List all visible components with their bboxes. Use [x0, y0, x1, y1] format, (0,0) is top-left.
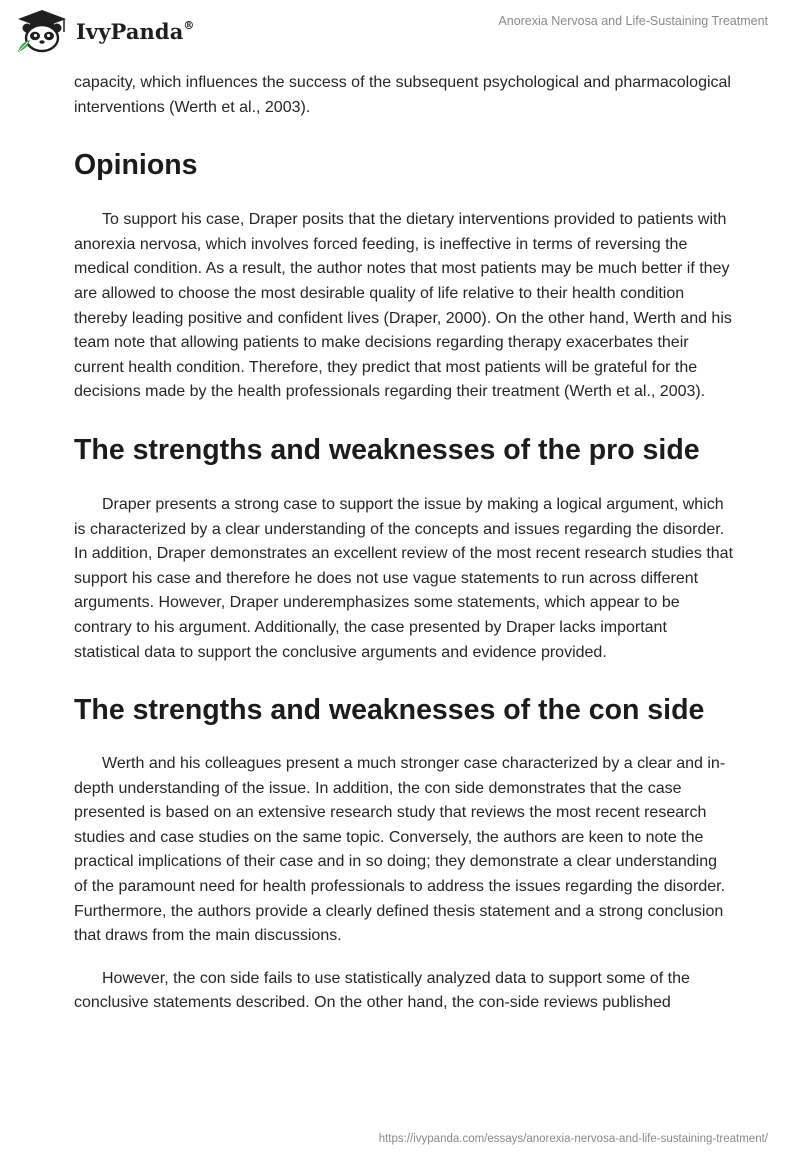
section-heading-pro-side: The strengths and weaknesses of the pro side — [74, 433, 700, 466]
document-title: Anorexia Nervosa and Life-Sustaining Treatment — [498, 14, 768, 28]
page-header — [0, 0, 800, 64]
ivypanda-logo[interactable] — [14, 8, 195, 54]
section-heading-con-side: The strengths and weaknesses of the con side — [74, 694, 705, 727]
brand-name: IvyPanda® — [76, 18, 195, 44]
con-side-paragraph-1: Werth and his colleagues present a much stronger case characterized by a clear and in-depth understanding of the issue. In addition, the con side demonstrates that the case presented is based on an extensive research study that reviews the most recent research studies and case studies on the same topic. Conversely, the authors are keen to note the practical implications of their case and in so doing; they demonstrate a clear understanding of the paramount need for health professionals to address the issues regarding the disorder. Furthermore, the authors provide a clearly defined thesis statement and a strong conclusion that draws from the main discussions. — [74, 755, 726, 945]
pro-side-paragraph: Draper presents a strong case to support the issue by making a logical argument, which is characterized by a clear understanding of the concepts and issues regarding the disorder. In addition, Draper demonstrates an excellent review of the most recent research studies that support his case and therefore he does not use vague statements to run across different arguments. However, Draper underemphasizes some statements, which appear to be contrary to his argument. Additionally, the case presented by Draper lacks important statistical data to support the conclusive arguments and evidence provided. — [74, 495, 734, 661]
opinions-paragraph: To support his case, Draper posits that the dietary interventions provided to patients with anorexia nervosa, which involves forced feeding, is ineffective in terms of reversing the medical condition. As a result, the author notes that most patients may be much better if they are allowed to choose the most desirable quality of life relative to their health condition thereby leading positive and confident lives (Draper, 2000). On the other hand, Werth and his team note that allowing patients to make decisions regarding therapy exacerbates their current health condition. Therefore, they predict that most patients will be grateful for the decisions made by the health professionals regarding their treatment (Werth et al., 2003). — [74, 211, 732, 401]
con-side-paragraph-2: However, the con side fails to use statistically analyzed data to support some of the conclusive statements described. On the other hand, the con-side reviews published — [74, 969, 690, 1012]
article-body — [74, 71, 734, 1016]
source-url[interactable]: https://ivypanda.com/essays/anorexia-nervosa-and-life-sustaining-treatment/ — [378, 1133, 768, 1145]
section-heading-opinions: Opinions — [74, 149, 198, 182]
panda-graduate-icon — [14, 8, 70, 54]
intro-continuation-paragraph: capacity, which influences the success of the subsequent psychological and pharmacological interventions (Werth et al., 2003). — [74, 74, 731, 116]
